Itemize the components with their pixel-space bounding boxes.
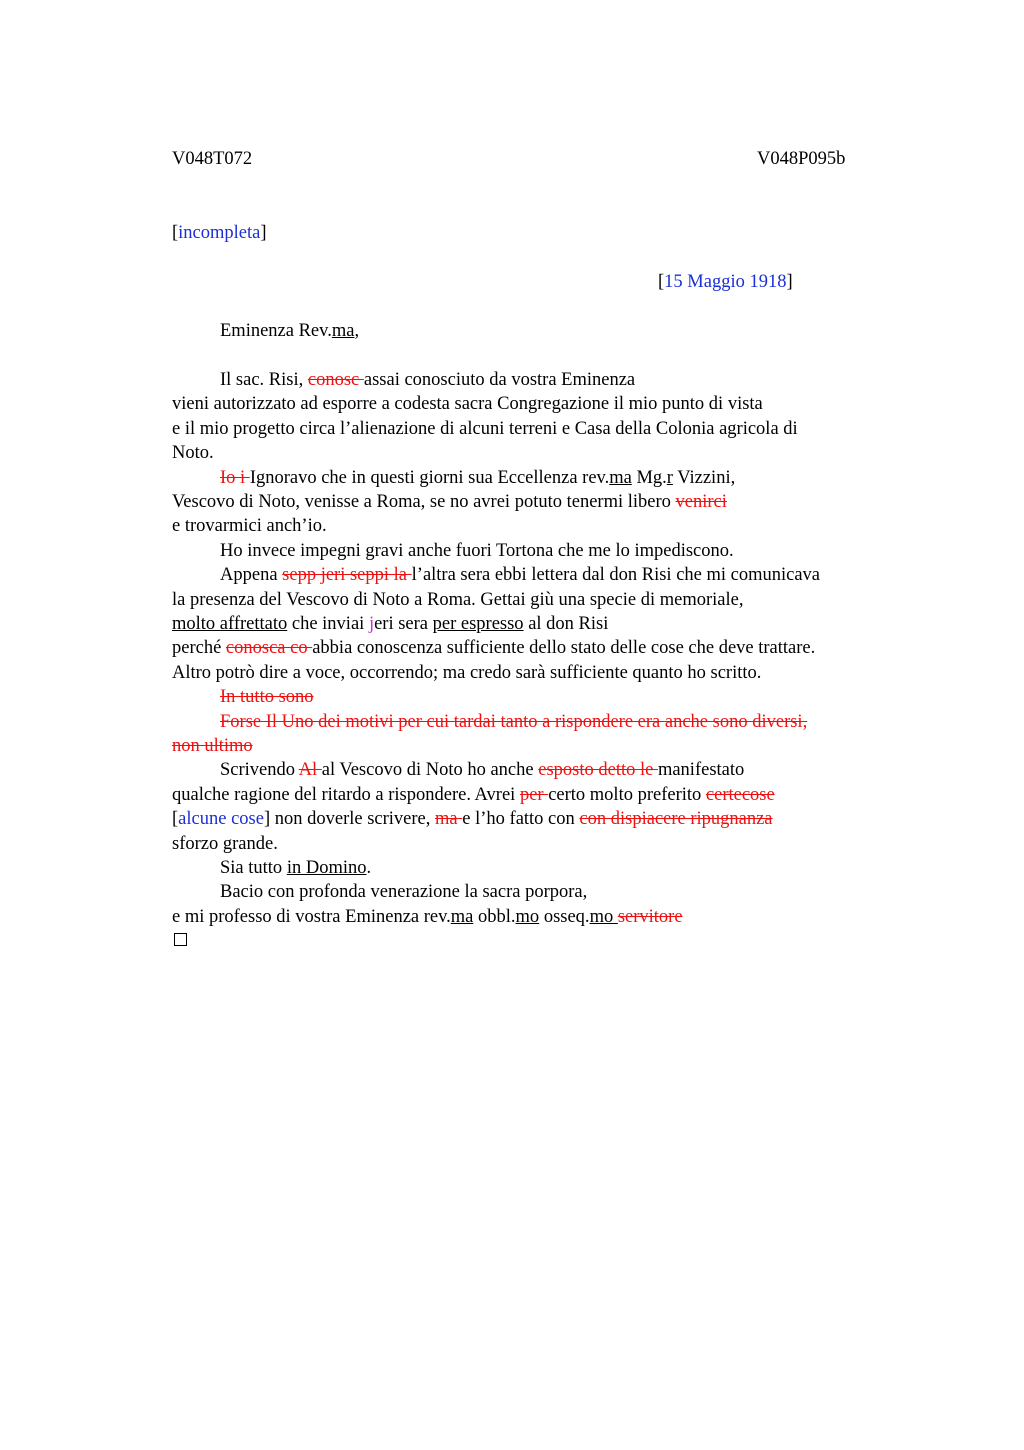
text: eri sera — [374, 614, 433, 634]
letter-line: Ho invece impegni gravi anche fuori Tortona che me lo impediscono. — [220, 541, 734, 561]
letter-line — [172, 783, 775, 807]
underlined-text: ma — [331, 321, 355, 341]
underlined-text: mo — [589, 907, 618, 927]
deleted-text: per — [519, 785, 549, 805]
deleted-text: Io i — [220, 468, 250, 488]
deleted-text: Al — [298, 760, 322, 780]
bracket: [ — [172, 809, 179, 829]
letter-line — [220, 856, 371, 880]
salutation — [220, 319, 359, 343]
status-note — [172, 221, 267, 245]
deleted-text: conosca co — [225, 638, 313, 658]
date-note — [658, 270, 793, 294]
date-text: 15 Maggio 1918 — [664, 272, 787, 292]
deleted-text: conosc — [307, 370, 364, 390]
deleted-line: In tutto sono — [220, 687, 314, 707]
underlined-text: r — [666, 468, 673, 488]
underlined-text: in Domino — [286, 858, 367, 878]
letter-line — [220, 758, 744, 782]
deleted-text: esposto detto le — [538, 760, 658, 780]
bracket: ] — [260, 223, 267, 243]
deleted-text: certecose — [705, 785, 775, 805]
text: l’altra sera ebbi lettera dal don Risi che mi comunicava — [411, 565, 821, 585]
text: assai conosciuto da vostra Eminenza — [363, 370, 636, 390]
text: certo molto preferito — [548, 785, 706, 805]
text: Vizzini, — [672, 468, 736, 488]
text: al don Risi — [523, 614, 609, 634]
text: obbl. — [473, 907, 516, 927]
status-text: incompleta — [178, 223, 261, 243]
letter-line: la presenza del Vescovo di Noto a Roma. Gettai giù una specie di memoriale, — [172, 590, 744, 610]
deleted-text: sepp jeri seppi la — [282, 565, 412, 585]
text: Scrivendo — [220, 760, 299, 780]
text: Eminenza Rev. — [220, 321, 332, 341]
text: e l’ho fatto con — [462, 809, 580, 829]
bracket: [ — [658, 272, 665, 292]
letter-line: Bacio con profonda venerazione la sacra porpora, — [220, 882, 588, 902]
editorial-text: alcune cose — [178, 809, 264, 829]
text: Ignoravo che in questi giorni sua Eccellenza rev. — [249, 468, 610, 488]
text: al Vescovo di Noto ho anche — [321, 760, 539, 780]
text: , — [354, 321, 360, 341]
letter-line — [220, 466, 735, 490]
letter-line — [172, 612, 608, 636]
letter-line: e il mio progetto circa l’alienazione di alcuni terreni e Casa della Colonia agricola di — [172, 419, 798, 439]
text: Appena — [220, 565, 283, 585]
letter-line — [220, 563, 820, 587]
letter-line — [172, 490, 727, 514]
empty-square-icon — [174, 933, 187, 946]
underlined-text: ma — [450, 907, 474, 927]
text: e mi professo di vostra Eminenza rev. — [172, 907, 451, 927]
letter-line: Altro potrò dire a voce, occorrendo; ma credo sarà sufficiente quanto ho scritto. — [172, 663, 762, 683]
text: qualche ragione del ritardo a rispondere. Avrei — [172, 785, 520, 805]
letter-line: sforzo grande. — [172, 834, 278, 854]
text: perché — [172, 638, 226, 658]
text: che inviai — [287, 614, 369, 634]
deleted-text: con dispiacere ripugnanza — [579, 809, 773, 829]
letter-line — [172, 807, 773, 831]
deleted-text: servitore — [617, 907, 683, 927]
letter-line: e trovarmici anch’io. — [172, 516, 327, 536]
letter-line: Noto. — [172, 443, 214, 463]
text: Mg. — [631, 468, 667, 488]
underlined-text: molto affrettato — [172, 614, 288, 634]
deleted-text: ma — [435, 809, 463, 829]
text: Il sac. Risi, — [220, 370, 308, 390]
underlined-text: ma — [609, 468, 632, 488]
underlined-text: mo — [515, 907, 540, 927]
bracket: ] — [263, 809, 271, 829]
deleted-line: non ultimo — [172, 736, 253, 756]
text: osseq. — [539, 907, 590, 927]
text: abbia conoscenza sufficiente dello stato delle cose che deve trattare. — [312, 638, 816, 658]
letter-line: vieni autorizzato ad esporre a codesta sacra Congregazione il mio punto di vista — [172, 394, 763, 414]
letter-line — [220, 368, 635, 392]
doc-code-right: V048P095b — [757, 149, 846, 169]
text: non doverle scrivere, — [270, 809, 436, 829]
closing-line — [172, 905, 683, 929]
text: manifestato — [657, 760, 745, 780]
text: . — [366, 858, 372, 878]
bracket: ] — [786, 272, 793, 292]
text: Sia tutto — [220, 858, 287, 878]
text: Vescovo di Noto, venisse a Roma, se no avrei potuto tenermi libero — [172, 492, 676, 512]
doc-code-left: V048T072 — [172, 149, 253, 169]
bracket: [ — [172, 223, 179, 243]
letter-line — [172, 636, 815, 660]
deleted-line: Forse Il Uno dei motivi per cui tardai tanto a rispondere era anche sono diversi, — [220, 712, 808, 732]
underlined-text: per espresso — [432, 614, 524, 634]
deleted-text: venirci — [675, 492, 727, 512]
inserted-text: j — [368, 614, 375, 634]
